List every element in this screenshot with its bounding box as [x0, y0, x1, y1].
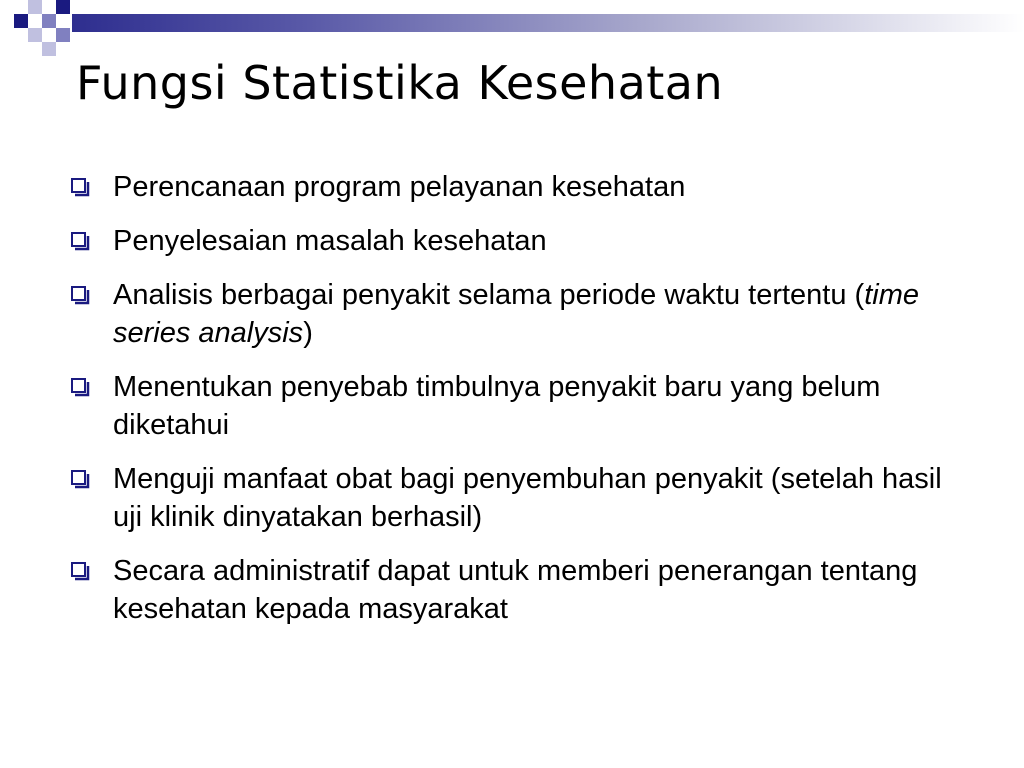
bullet-list: [70, 168, 970, 644]
bullet-text-part: Analisis berbagai penyakit selama periode waktu tertentu (: [113, 279, 865, 311]
hollow-square-checkbox-icon: [70, 285, 90, 305]
hollow-square-checkbox-icon: [70, 177, 90, 197]
decor-square-light: [42, 42, 56, 56]
list-item: [70, 276, 970, 352]
decor-square-mid: [42, 14, 56, 28]
hollow-square-checkbox-icon: [70, 231, 90, 251]
bullet-text: Penyelesaian masalah kesehatan: [113, 225, 547, 257]
decor-square-light: [28, 28, 42, 42]
list-item: [70, 168, 970, 206]
title-band: [72, 14, 1024, 32]
list-item: [70, 552, 970, 628]
hollow-square-checkbox-icon: [70, 469, 90, 489]
list-item: [70, 460, 970, 536]
hollow-square-checkbox-icon: [70, 561, 90, 581]
bullet-text: Menguji manfaat obat bagi penyembuhan penyakit (setelah hasil uji klinik dinyatakan berhasil): [113, 463, 942, 533]
list-item: [70, 368, 970, 444]
list-item: [70, 222, 970, 260]
bullet-text: Secara administratif dapat untuk memberi penerangan tentang kesehatan kepada masyarakat: [113, 555, 918, 625]
slide-title: Fungsi Statistika Kesehatan: [76, 56, 724, 110]
decor-square-light: [28, 0, 42, 14]
decor-square-dark: [14, 14, 28, 28]
hollow-square-checkbox-icon: [70, 377, 90, 397]
decor-square-mid: [56, 28, 70, 42]
bullet-text-italic: time series analysis: [113, 279, 919, 349]
bullet-text-part: ): [303, 317, 313, 349]
decor-square-dark: [56, 0, 70, 14]
bullet-text: Menentukan penyebab timbulnya penyakit baru yang belum diketahui: [113, 371, 881, 441]
bullet-text: [113, 276, 970, 352]
bullet-text: Perencanaan program pelayanan kesehatan: [113, 171, 686, 203]
